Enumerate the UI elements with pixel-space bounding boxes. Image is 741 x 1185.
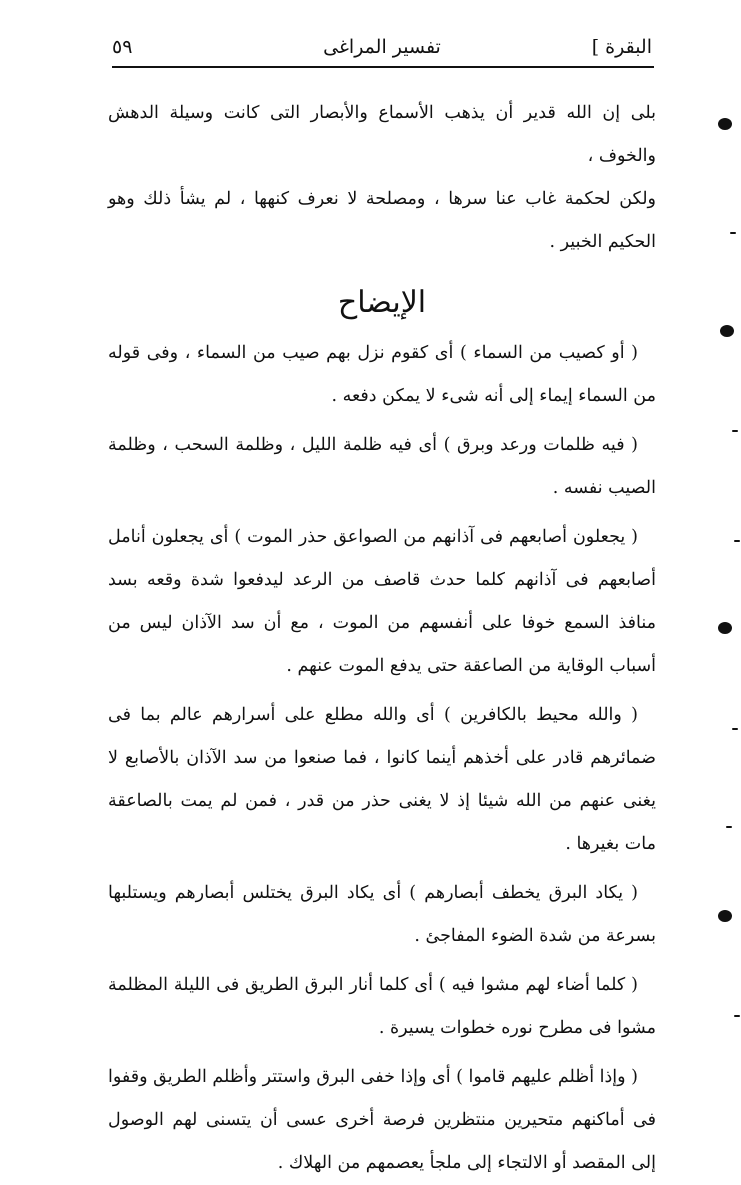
explanation-paragraph: ( وإذا أظلم عليهم قاموا ) أى وإذا خفى البرق واستتر وأظلم الطريق وقفوا فى أماكنهم متحيرين منتظرين فرصة أخرى عسى أن يتسنى لهم الوصول إلى المقصد أو الالتجاء إلى ملجأ يعصمهم من الهلاك . [108, 1067, 656, 1173]
margin-tick [726, 826, 732, 828]
margin-blot [720, 325, 734, 337]
margin-tick [734, 540, 740, 542]
explanation-paragraph: ( كلما أضاء لهم مشوا فيه ) أى كلما أنار البرق الطريق فى الليلة المظلمة مشوا فى مطرح نوره خطوات يسيرة . [108, 975, 656, 1038]
surah-label: البقرة ] [591, 36, 652, 58]
paragraph: ولكن لحكمة غاب عنا سرها ، ومصلحة لا نعرف كنهها ، لم يشأ ذلك وهو الحكيم الخبير . [108, 189, 656, 252]
explanation-paragraph: ( يجعلون أصابعهم فى آذانهم من الصواعق حذر الموت ) أى يجعلون أنامل أصابعهم فى آذانهم كلما حدث قاصف من الرعد ليدفعوا شدة وقعه بسد منافذ السمع خوفا على أنفسهم من الموت ، مع أن سد الآذان ليس من أسباب الوقاية من الصاعقة حتى يدفع الموت عنهم . [108, 527, 656, 676]
margin-blot [718, 622, 732, 634]
explanation-paragraph: ( أو كصيب من السماء ) أى كقوم نزل بهم صيب من السماء ، وفى قوله من السماء إيماء إلى أنه شىء لا يمكن دفعه . [108, 343, 656, 406]
margin-tick [734, 1015, 740, 1017]
margin-tick [732, 728, 738, 730]
margin-tick [732, 430, 738, 432]
header-rule [112, 66, 654, 68]
margin-tick [730, 232, 736, 234]
explanation-paragraph: ( فيه ظلمات ورعد وبرق ) أى فيه ظلمة الليل ، وظلمة السحب ، وظلمة الصيب نفسه . [108, 435, 656, 498]
explanation-paragraph: ( والله محيط بالكافرين ) أى والله مطلع على أسرارهم عالم بما فى ضمائرهم قادر على أخذهم أينما كانوا ، فما صنعوا من سد الآذان بالأصابع لا يغنى عنهم من الله شيئا إذ لا يغنى حذر من قدر ، فمن لم يمت بالصاعقة مات بغيرها . [108, 705, 656, 854]
margin-blot [718, 118, 732, 130]
page-number: ٥٩ [112, 36, 133, 58]
running-header [112, 30, 652, 64]
explanation-paragraph: ( يكاد البرق يخطف أبصارهم ) أى يكاد البرق يختلس أبصارهم ويستلبها بسرعة من شدة الضوء المفاجئ . [108, 883, 656, 946]
page-body [108, 92, 656, 1185]
section-heading: الإيضاح [337, 285, 427, 320]
margin-blot [718, 910, 732, 922]
book-title: تفسير المراغى [323, 36, 441, 58]
paragraph: بلى إن الله قدير أن يذهب الأسماع والأبصار التى كانت وسيلة الدهش والخوف ، [108, 103, 656, 166]
